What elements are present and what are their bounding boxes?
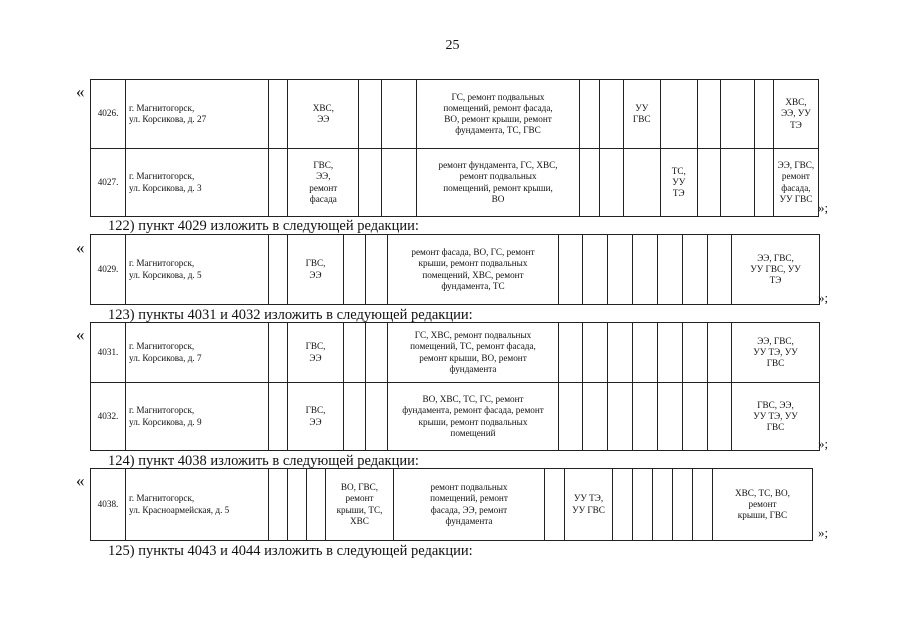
works-cell: ЭЭ, ГВС, УУ ГВС, УУ ТЭ [732,235,820,305]
works-cell [623,149,660,217]
cell [599,149,623,217]
cell [269,469,288,541]
table-block-4029 [90,234,820,305]
cell [608,323,633,383]
cell [307,469,326,541]
cell [366,323,388,383]
close-mark: »; [818,200,829,215]
cell [720,80,754,149]
cell [697,149,720,217]
cell [344,235,366,305]
works-cell [660,80,697,149]
instruction-122: 122) пункт 4029 изложить в следующей редакции: [108,218,419,234]
table-block-4026-4027 [90,79,819,217]
cell [608,383,633,451]
page-number: 25 [445,38,460,53]
cell [559,383,583,451]
close-mark: »; [818,436,829,451]
works-cell: ГВС, ЭЭ [288,323,344,383]
cell [559,323,583,383]
table-row [91,149,819,217]
works-cell: ТС, УУ ТЭ [660,149,697,217]
cell [359,80,382,149]
instruction-123: 123) пункты 4031 и 4032 изложить в следующей редакции: [108,307,473,323]
cell [653,469,673,541]
works-cell: ГВС, ЭЭ, УУ ТЭ, УУ ГВС [732,383,820,451]
cell [366,383,388,451]
works-cell: ГВС, ЭЭ [288,235,344,305]
address: г. Магнитогорск, ул. Корсикова, д. 3 [126,149,269,217]
cell [269,80,288,149]
address: г. Магнитогорск, ул. Корсикова, д. 9 [126,383,269,451]
works-cell: ХВС, ЭЭ, УУ ТЭ [773,80,818,149]
cell [693,469,713,541]
cell [579,149,599,217]
cell [359,149,382,217]
cell [683,383,708,451]
cell [583,383,608,451]
cell [633,235,658,305]
cell [708,323,732,383]
row-number: 4038. [91,469,126,541]
open-quote: « [76,471,85,490]
cell [633,323,658,383]
cell [382,80,417,149]
works-cell: ГС, ХВС, ремонт подвальных помещений, ТС, ремонт фасада, ремонт крыши, ВО, ремонт фундамента [388,323,559,383]
cell [269,323,288,383]
cell [708,235,732,305]
works-cell: ХВС, ЭЭ [288,80,359,149]
works-cell: ГС, ремонт подвальных помещений, ремонт фасада, ВО, ремонт крыши, ремонт фундамента, ТС, ГВС [417,80,579,149]
row-number: 4027. [91,149,126,217]
cell [288,469,307,541]
cell [583,235,608,305]
cell [269,383,288,451]
cell [720,149,754,217]
close-mark: »; [818,525,829,540]
cell [583,323,608,383]
works-cell: ремонт подвальных помещений, ремонт фасада, ЭЭ, ремонт фундамента [394,469,545,541]
works-cell: УУ ГВС [623,80,660,149]
cell [658,323,683,383]
cell [545,469,565,541]
row-number: 4032. [91,383,126,451]
works-cell: ГВС, ЭЭ, ремонт фасада [288,149,359,217]
cell [344,323,366,383]
table-block-4038 [90,468,813,541]
cell [608,235,633,305]
cell [683,323,708,383]
cell [599,80,623,149]
cell [366,235,388,305]
cell [613,469,633,541]
address: г. Магнитогорск, ул. Красноармейская, д. 5 [126,469,269,541]
cell [382,149,417,217]
cell [559,235,583,305]
works-cell: ремонт фундамента, ГС, ХВС, ремонт подвальных помещений, ремонт крыши, ВО [417,149,579,217]
cell [673,469,693,541]
table-row [91,323,820,383]
works-cell: ремонт фасада, ВО, ГС, ремонт крыши, ремонт подвальных помещений, ХВС, ремонт фундамента, ТС [388,235,559,305]
cell [269,149,288,217]
table-row [91,235,820,305]
works-cell: ЭЭ, ГВС, УУ ТЭ, УУ ГВС [732,323,820,383]
cell [754,149,773,217]
table-row [91,80,819,149]
cell [658,383,683,451]
open-quote: « [76,238,85,257]
address: г. Магнитогорск, ул. Корсикова, д. 27 [126,80,269,149]
cell [579,80,599,149]
table-row [91,469,813,541]
works-cell: ЭЭ, ГВС, ремонт фасада, УУ ГВС [773,149,818,217]
cell [344,383,366,451]
address: г. Магнитогорск, ул. Корсикова, д. 5 [126,235,269,305]
cell [683,235,708,305]
works-cell: ХВС, ТС, ВО, ремонт крыши, ГВС [713,469,813,541]
cell [658,235,683,305]
row-number: 4031. [91,323,126,383]
cell [633,469,653,541]
table-row [91,383,820,451]
close-mark: »; [818,290,829,305]
cell [697,80,720,149]
row-number: 4029. [91,235,126,305]
cell [633,383,658,451]
table-block-4031-4032 [90,322,820,451]
works-cell: ГВС, ЭЭ [288,383,344,451]
cell [708,383,732,451]
works-cell: УУ ТЭ, УУ ГВС [565,469,613,541]
open-quote: « [76,82,85,101]
row-number: 4026. [91,80,126,149]
works-cell: ВО, ГВС, ремонт крыши, ТС, ХВС [326,469,394,541]
cell [754,80,773,149]
instruction-124: 124) пункт 4038 изложить в следующей редакции: [108,453,419,469]
works-cell: ВО, ХВС, ТС, ГС, ремонт фундамента, ремонт фасада, ремонт крыши, ремонт подвальных помещений [388,383,559,451]
cell [269,235,288,305]
instruction-125: 125) пункты 4043 и 4044 изложить в следующей редакции: [108,543,473,559]
open-quote: « [76,325,85,344]
address: г. Магнитогорск, ул. Корсикова, д. 7 [126,323,269,383]
